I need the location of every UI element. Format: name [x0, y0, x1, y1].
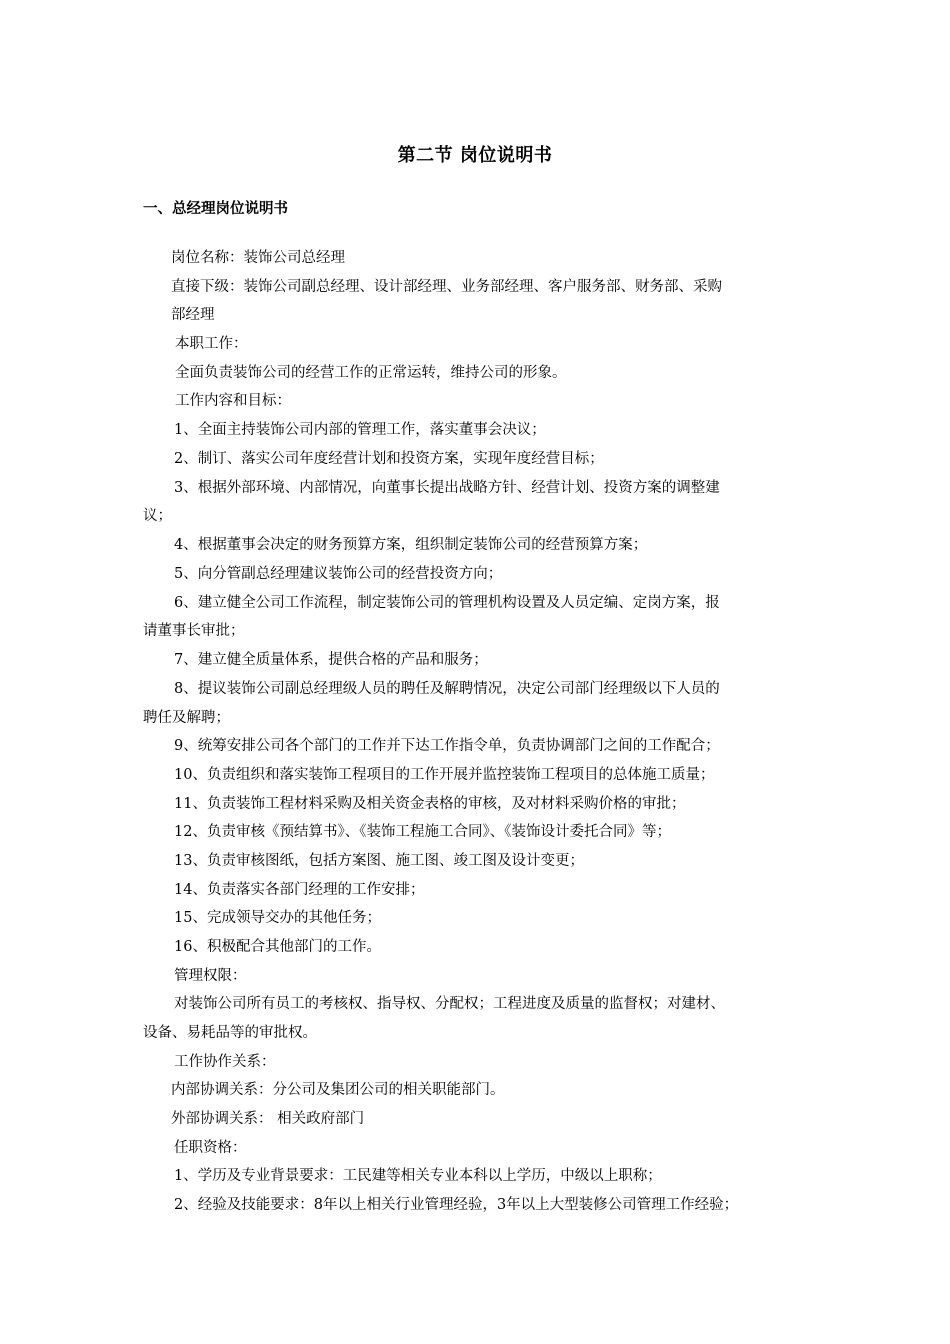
text-line: 请董事长审批； — [143, 623, 245, 639]
text-line: 16、积极配合其他部门的工作。 — [174, 939, 381, 955]
text-line: 直接下级：装饰公司副总经理、设计部经理、业务部经理、客户服务部、财务部、采购 — [171, 279, 722, 295]
text-line: 部经理 — [171, 307, 215, 323]
text-line: 全面负责装饰公司的经营工作的正常运转，维持公司的形象。 — [175, 365, 567, 381]
text-line: 3、根据外部环境、内部情况，向董事长提出战略方针、经营计划、投资方案的调整建 — [174, 480, 720, 496]
text-line: 12、负责审核《预结算书》、《装饰工程施工合同》、《装饰设计委托合同》等； — [174, 824, 671, 840]
text-line: 议； — [143, 508, 172, 524]
text-line: 13、负责审核图纸，包括方案图、施工图、竣工图及设计变更； — [174, 853, 584, 869]
text-line: 15、完成领导交办的其他任务； — [174, 910, 381, 926]
text-line: 工作内容和目标： — [175, 393, 291, 409]
text-line: 工作协作关系： — [174, 1054, 276, 1070]
text-line: 岗位名称：装饰公司总经理 — [171, 250, 345, 266]
text-line: 2、制订、落实公司年度经营计划和投资方案，实现年度经营目标； — [174, 451, 604, 467]
text-line: 14、负责落实各部门经理的工作安排； — [174, 882, 425, 898]
text-line: 5、向分管副总经理建议装饰公司的经营投资方向； — [174, 566, 503, 582]
text-line: 任职资格： — [174, 1140, 247, 1156]
text-line: 6、建立健全公司工作流程，制定装饰公司的管理机构设置及人员定编、定岗方案，报 — [174, 595, 720, 611]
text-line: 4、根据董事会决定的财务预算方案，组织制定装饰公司的经营预算方案； — [174, 537, 648, 553]
page-title: 第二节 岗位说明书 — [397, 145, 553, 166]
text-line: 11、负责装饰工程材料采购及相关资金表格的审核，及对材料采购价格的审批； — [174, 796, 686, 812]
text-line: 10、负责组织和落实装饰工程项目的工作开展并监控装饰工程项目的总体施工质量； — [174, 767, 715, 783]
text-line: 对装饰公司所有员工的考核权、指导权、分配权；工程进度及质量的监督权；对建材、 — [174, 996, 725, 1012]
section-heading: 一、总经理岗位说明书 — [143, 201, 288, 217]
text-line: 聘任及解聘； — [143, 710, 230, 726]
text-line: 设备、易耗品等的审批权。 — [143, 1025, 317, 1041]
text-line: 8、提议装饰公司副总经理级人员的聘任及解聘情况，决定公司部门经理级以下人员的 — [174, 681, 720, 697]
text-line: 2、经验及技能要求：8年以上相关行业管理经验，3年以上大型装修公司管理工作经验； — [174, 1197, 739, 1213]
text-line: 管理权限： — [174, 968, 247, 984]
text-line: 7、建立健全质量体系，提供合格的产品和服务； — [174, 652, 488, 668]
text-line: 外部协调关系： 相关政府部门 — [171, 1111, 365, 1127]
text-line: 本职工作： — [175, 336, 248, 352]
text-line: 1、全面主持装饰公司内部的管理工作，落实董事会决议； — [174, 422, 546, 438]
text-line: 内部协调关系：分公司及集团公司的相关职能部门。 — [171, 1082, 505, 1098]
text-line: 1、学历及专业背景要求：工民建等相关专业本科以上学历，中级以上职称； — [174, 1168, 662, 1184]
text-line: 9、统筹安排公司各个部门的工作并下达工作指令单，负责协调部门之间的工作配合； — [174, 738, 720, 754]
